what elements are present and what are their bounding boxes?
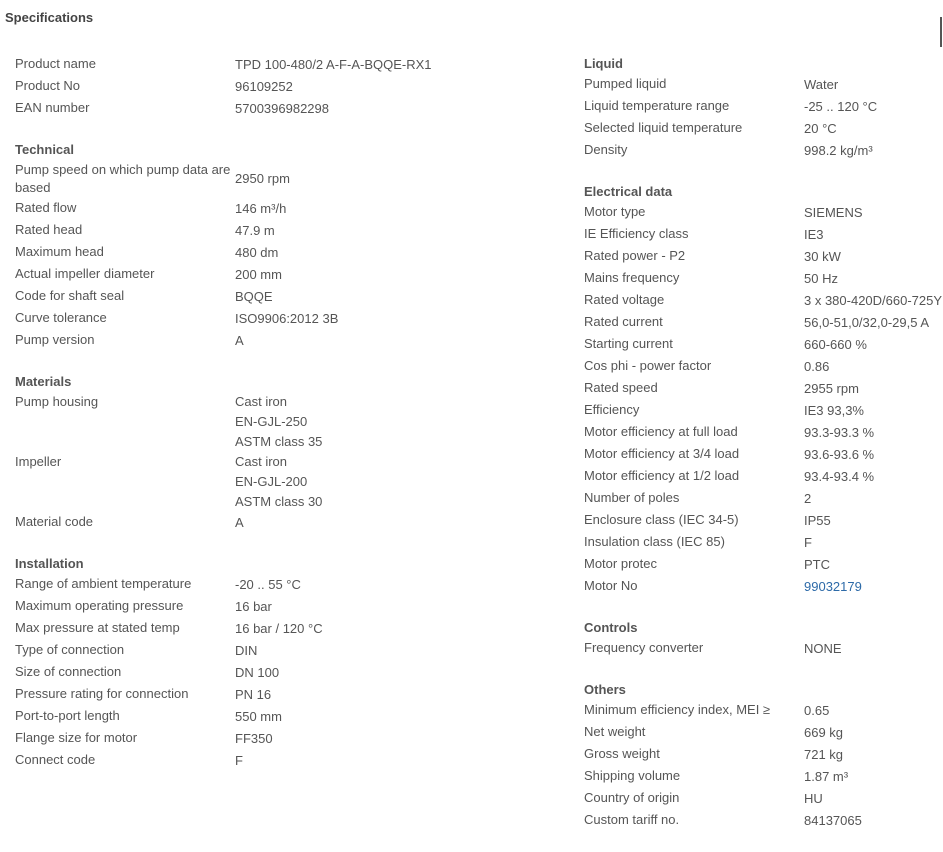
spec-row — [584, 638, 943, 660]
spec-value-line: A — [235, 333, 244, 348]
spec-label: Rated speed — [584, 380, 658, 395]
spec-row — [584, 576, 943, 598]
page-title: Specifications — [5, 10, 94, 25]
spec-row — [15, 392, 555, 452]
spec-value-line: PTC — [804, 557, 830, 572]
product-section — [15, 54, 555, 120]
spec-row — [15, 76, 555, 98]
spec-value — [804, 119, 943, 139]
spec-label: EAN number — [15, 100, 90, 115]
section-title: Electrical data — [584, 184, 673, 199]
spec-label: Cos phi - power factor — [584, 358, 712, 373]
spec-value — [804, 141, 943, 161]
spec-value — [804, 225, 943, 245]
spec-value-line: 30 kW — [804, 249, 841, 264]
spec-value — [804, 745, 943, 765]
spec-row — [584, 96, 943, 118]
spec-value — [235, 287, 555, 307]
spec-value — [804, 701, 943, 721]
spec-row — [15, 662, 555, 684]
spec-row — [15, 684, 555, 706]
spec-value — [235, 331, 555, 351]
spec-value-line: EN-GJL-250 — [235, 414, 308, 429]
spec-row — [584, 422, 943, 444]
spec-value — [804, 97, 943, 117]
spec-row — [584, 722, 943, 744]
spec-row — [584, 74, 943, 96]
spec-label: Mains frequency — [584, 270, 680, 285]
spec-value — [804, 335, 943, 355]
spec-label: Motor No — [584, 578, 638, 593]
spec-value — [235, 685, 555, 705]
spec-value — [804, 291, 943, 311]
materials-section — [15, 372, 555, 534]
spec-value-line: HU — [804, 791, 823, 806]
spec-label: Efficiency — [584, 402, 640, 417]
spec-value — [804, 789, 943, 809]
spec-value — [235, 751, 555, 771]
spec-label: Rated voltage — [584, 292, 665, 307]
spec-row — [15, 54, 555, 76]
spec-row — [584, 444, 943, 466]
spec-row — [584, 488, 943, 510]
spec-value-line: 2955 rpm — [804, 381, 859, 396]
spec-row — [584, 202, 943, 224]
spec-value-line: BQQE — [235, 289, 273, 304]
spec-row — [15, 618, 555, 640]
spec-value — [804, 639, 943, 659]
spec-value — [804, 489, 943, 509]
spec-value-line: 5700396982298 — [235, 101, 329, 116]
spec-label: Starting current — [584, 336, 673, 351]
spec-label: Material code — [15, 514, 94, 529]
spec-label: Product No — [15, 78, 81, 93]
spec-value — [804, 767, 943, 787]
spec-value-line: SIEMENS — [804, 205, 863, 220]
spec-value-line: 93.3-93.3 % — [804, 425, 875, 440]
spec-value-line: 550 mm — [235, 709, 282, 724]
spec-value — [235, 392, 555, 452]
spec-label: Maximum operating pressure — [15, 598, 184, 613]
spec-row — [584, 700, 943, 722]
spec-value-line: DIN — [235, 643, 258, 658]
spec-value-line: 2 — [804, 491, 812, 506]
spec-label: Rated flow — [15, 200, 77, 215]
technical-section — [15, 140, 555, 352]
spec-label: Motor efficiency at 1/2 load — [584, 468, 740, 483]
spec-value-line: 3 x 380-420D/660-725Y — [804, 293, 943, 308]
spec-label: Rated head — [15, 222, 83, 237]
spec-label: Range of ambient temperature — [15, 576, 192, 591]
spec-value — [235, 619, 555, 639]
spec-label: Country of origin — [584, 790, 680, 805]
spec-row — [584, 334, 943, 356]
spec-label: Connect code — [15, 752, 96, 767]
spec-row — [584, 466, 943, 488]
spec-row — [584, 378, 943, 400]
controls-section — [584, 618, 943, 660]
spec-value-line: 998.2 kg/m³ — [804, 143, 873, 158]
spec-value-line: 96109252 — [235, 79, 293, 94]
spec-label: Pressure rating for connection — [15, 686, 189, 701]
spec-value-line: ASTM class 30 — [235, 494, 323, 509]
spec-row — [584, 400, 943, 422]
spec-value-line: 146 m³/h — [235, 201, 287, 216]
spec-row — [15, 574, 555, 596]
spec-value-line: TPD 100-480/2 A-F-A-BQQE-RX1 — [235, 57, 432, 72]
spec-row — [584, 532, 943, 554]
spec-label: Impeller — [15, 454, 62, 469]
spec-label: Pumped liquid — [584, 76, 667, 91]
spec-value — [804, 577, 943, 597]
spec-label: Maximum head — [15, 244, 104, 259]
motor-no-link[interactable]: 99032179 — [804, 579, 862, 594]
spec-row — [584, 140, 943, 162]
spec-value — [804, 379, 943, 399]
scrollbar[interactable] — [940, 17, 942, 47]
spec-row — [15, 198, 555, 220]
spec-value — [235, 55, 555, 75]
spec-row — [15, 98, 555, 120]
spec-row — [15, 220, 555, 242]
spec-value — [804, 75, 943, 95]
spec-label: Size of connection — [15, 664, 122, 679]
spec-value-line: -20 .. 55 °C — [235, 577, 301, 592]
spec-label: Gross weight — [584, 746, 660, 761]
spec-label: Max pressure at stated temp — [15, 620, 180, 635]
spec-value — [235, 513, 555, 533]
spec-row — [584, 554, 943, 576]
spec-row — [15, 160, 555, 198]
spec-value-line: DN 100 — [235, 665, 280, 680]
spec-value-line: 47.9 m — [235, 223, 275, 238]
spec-value-line: 200 mm — [235, 267, 282, 282]
section-title: Liquid — [584, 56, 623, 71]
spec-value-line: 16 bar — [235, 599, 272, 614]
spec-row — [584, 312, 943, 334]
spec-value — [804, 423, 943, 443]
spec-value-line: 0.86 — [804, 359, 830, 374]
spec-label: Curve tolerance — [15, 310, 107, 325]
spec-value — [804, 511, 943, 531]
spec-value — [235, 265, 555, 285]
spec-value — [235, 707, 555, 727]
spec-value — [804, 203, 943, 223]
spec-value — [235, 221, 555, 241]
spec-label: Code for shaft seal — [15, 288, 125, 303]
spec-value — [235, 77, 555, 97]
spec-label: Custom tariff no. — [584, 812, 680, 827]
spec-row — [15, 728, 555, 750]
spec-value — [804, 269, 943, 289]
spec-row — [15, 750, 555, 772]
spec-value-line: 669 kg — [804, 725, 844, 740]
spec-row — [584, 246, 943, 268]
spec-label: Selected liquid temperature — [584, 120, 743, 135]
spec-row — [584, 118, 943, 140]
spec-value-line: 16 bar / 120 °C — [235, 621, 323, 636]
spec-label: Motor efficiency at 3/4 load — [584, 446, 740, 461]
spec-value — [235, 452, 555, 512]
spec-value — [235, 663, 555, 683]
spec-value-line: F — [804, 535, 812, 550]
spec-row — [584, 510, 943, 532]
spec-row — [15, 264, 555, 286]
spec-value-line: 50 Hz — [804, 271, 838, 286]
spec-row — [584, 268, 943, 290]
spec-value-line: A — [235, 515, 244, 530]
spec-value — [804, 357, 943, 377]
spec-value-line: Cast iron — [235, 454, 288, 469]
spec-row — [15, 512, 555, 534]
spec-label: Product name — [15, 56, 96, 71]
spec-value-line: Water — [804, 77, 839, 92]
spec-value-line: 2950 rpm — [235, 171, 290, 186]
spec-value-line: ASTM class 35 — [235, 434, 323, 449]
spec-value — [235, 729, 555, 749]
spec-value — [235, 99, 555, 119]
spec-value — [235, 169, 555, 189]
spec-label: Insulation class (IEC 85) — [584, 534, 725, 549]
spec-label: Rated current — [584, 314, 663, 329]
spec-value-line: 721 kg — [804, 747, 844, 762]
spec-value — [804, 313, 943, 333]
spec-value-line: FF350 — [235, 731, 273, 746]
spec-value-line: 660-660 % — [804, 337, 867, 352]
spec-value-line: 93.4-93.4 % — [804, 469, 875, 484]
section-title: Installation — [15, 556, 84, 571]
spec-value — [235, 199, 555, 219]
spec-value-line: Cast iron — [235, 394, 288, 409]
spec-label: Frequency converter — [584, 640, 704, 655]
spec-label: Number of poles — [584, 490, 680, 505]
spec-value-line: 56,0-51,0/32,0-29,5 A — [804, 315, 930, 330]
spec-value-line: 480 dm — [235, 245, 279, 260]
spec-value — [804, 533, 943, 553]
spec-value — [804, 445, 943, 465]
spec-value-line: IE3 — [804, 227, 824, 242]
spec-value — [804, 247, 943, 267]
spec-row — [15, 308, 555, 330]
liquid-section — [584, 54, 943, 162]
spec-label: Minimum efficiency index, MEI ≥ — [584, 702, 771, 717]
spec-label: Rated power - P2 — [584, 248, 686, 263]
spec-label: Port-to-port length — [15, 708, 120, 723]
spec-label: Flange size for motor — [15, 730, 138, 745]
left-column — [15, 54, 555, 792]
spec-value — [804, 555, 943, 575]
spec-value-line: F — [235, 753, 243, 768]
section-title: Materials — [15, 374, 72, 389]
section-title: Others — [584, 682, 626, 697]
spec-value-line: 93.6-93.6 % — [804, 447, 875, 462]
spec-value — [235, 641, 555, 661]
section-title: Technical — [15, 142, 75, 157]
spec-label: Pump version — [15, 332, 95, 347]
spec-value — [804, 811, 943, 831]
spec-row — [584, 766, 943, 788]
spec-value-line: 84137065 — [804, 813, 862, 828]
spec-value-line: 1.87 m³ — [804, 769, 849, 784]
spec-value — [235, 309, 555, 329]
spec-value — [804, 401, 943, 421]
right-column — [584, 54, 943, 852]
spec-row — [584, 290, 943, 312]
spec-value — [235, 243, 555, 263]
spec-value-line: ISO9906:2012 3B — [235, 311, 339, 326]
spec-row — [15, 640, 555, 662]
spec-label: Density — [584, 142, 628, 157]
spec-row — [584, 810, 943, 832]
spec-label: Motor efficiency at full load — [584, 424, 738, 439]
spec-label: Pump housing — [15, 394, 99, 409]
spec-value-line: NONE — [804, 641, 842, 656]
spec-value — [804, 467, 943, 487]
spec-row — [15, 706, 555, 728]
spec-label: Net weight — [584, 724, 646, 739]
spec-label: Liquid temperature range — [584, 98, 730, 113]
spec-value-line: PN 16 — [235, 687, 272, 702]
spec-value — [804, 723, 943, 743]
spec-row — [584, 356, 943, 378]
spec-label: Motor type — [584, 204, 646, 219]
spec-value-line: -25 .. 120 °C — [804, 99, 878, 114]
spec-row — [15, 596, 555, 618]
spec-value-line: IE3 93,3% — [804, 403, 864, 418]
spec-label: Pump speed on which pump data are based — [15, 162, 231, 195]
spec-value-line: 20 °C — [804, 121, 837, 136]
spec-row — [584, 224, 943, 246]
spec-value-line: 0.65 — [804, 703, 830, 718]
section-title: Controls — [584, 620, 638, 635]
spec-value — [235, 597, 555, 617]
spec-row — [584, 744, 943, 766]
spec-label: Type of connection — [15, 642, 125, 657]
spec-value-line: EN-GJL-200 — [235, 474, 308, 489]
installation-section — [15, 554, 555, 772]
others-section — [584, 680, 943, 832]
spec-label: Shipping volume — [584, 768, 681, 783]
spec-label: IE Efficiency class — [584, 226, 689, 241]
spec-row — [15, 452, 555, 512]
spec-label: Actual impeller diameter — [15, 266, 155, 281]
spec-row — [584, 788, 943, 810]
spec-row — [15, 286, 555, 308]
spec-value — [235, 575, 555, 595]
spec-value-line: IP55 — [804, 513, 831, 528]
electrical-data-section — [584, 182, 943, 598]
spec-label: Enclosure class (IEC 34-5) — [584, 512, 739, 527]
spec-label: Motor protec — [584, 556, 657, 571]
spec-row — [15, 330, 555, 352]
spec-row — [15, 242, 555, 264]
